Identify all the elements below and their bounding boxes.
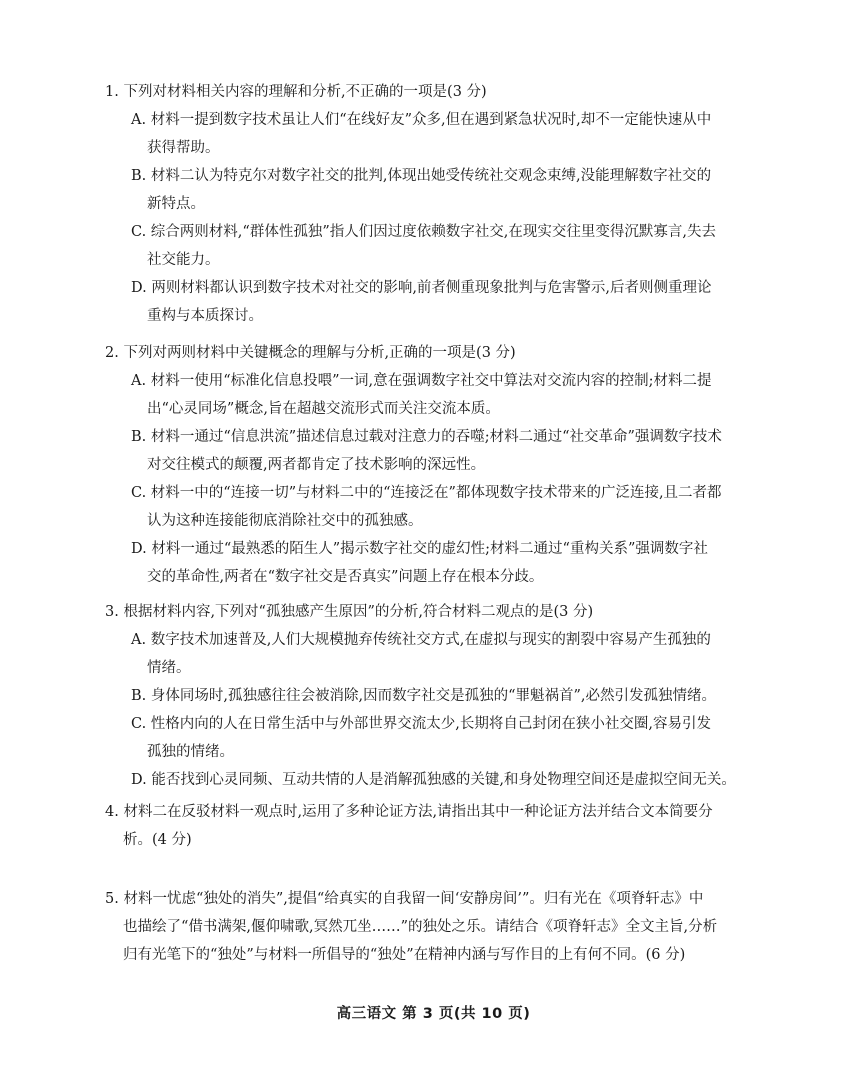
question-1-option-c: C. 综合两则材料,“群体性孤独”指人们因过度依赖数字社交,在现实交往里变得沉默寡言,失去 社交能力。 bbox=[131, 224, 716, 268]
question-5-stem: 5. 材料一忧虑“独处的消失”,提倡“给真实的自我留一间‘安静房间’”。归有光在《项脊轩志》中 bbox=[105, 891, 704, 907]
question-1-option-a: A. 材料一提到数字技术虽让人们“在线好友”众多,但在遇到紧急状况时,却不一定能快速从中 获得帮助。 bbox=[131, 112, 712, 156]
question-3-option-c: C. 性格内向的人在日常生活中与外部世界交流太少,长期将自己封闭在狭小社交圈,容易引发 孤独的情绪。 bbox=[131, 716, 712, 760]
question-3 bbox=[105, 598, 785, 794]
question-2-stem: 2. 下列对两则材料中关键概念的理解与分析,正确的一项是(3 分) bbox=[105, 345, 516, 361]
question-2-option-b: B. 材料一通过“信息洪流”描述信息过载对注意力的吞噬;材料二通过“社交革命”强调数字技术 对交往模式的颠覆,两者都肯定了技术影响的深远性。 bbox=[131, 429, 722, 473]
question-3-option-d: D. 能否找到心灵同频、互动共情的人是消解孤独感的关键,和身处物理空间还是虚拟空间无关。 bbox=[131, 772, 736, 788]
question-1 bbox=[105, 78, 785, 330]
question-2-option-c: C. 材料一中的“连接一切”与材料二中的“连接泛在”都体现数字技术带来的广泛连接,且二者都 认为这种连接能彻底消除社交中的孤独感。 bbox=[131, 485, 722, 529]
question-4 bbox=[105, 798, 785, 854]
question-5 bbox=[105, 885, 785, 969]
question-5-stem-cont-2: 归有光笔下的“独处”与材料一所倡导的“独处”在精神内涵与写作目的上有何不同。(6 分) bbox=[123, 947, 686, 963]
question-3-option-a: A. 数字技术加速普及,人们大规模抛弃传统社交方式,在虚拟与现实的割裂中容易产生孤独的 情绪。 bbox=[131, 632, 711, 676]
question-2-option-a: A. 材料一使用“标准化信息投喂”一词,意在强调数字社交中算法对交流内容的控制;材料二提 出“心灵同场”概念,旨在超越交流形式而关注交流本质。 bbox=[131, 373, 712, 417]
question-1-option-b: B. 材料二认为特克尔对数字社交的批判,体现出她受传统社交观念束缚,没能理解数字社交的 新特点。 bbox=[131, 168, 712, 212]
question-2 bbox=[105, 339, 785, 591]
question-3-option-b: B. 身体同场时,孤独感往往会被消除,因而数字社交是孤独的“罪魁祸首”,必然引发孤独情绪。 bbox=[131, 688, 717, 704]
page-footer: 高三语文 第 3 页(共 10 页) bbox=[336, 1006, 531, 1022]
question-1-stem: 1. 下列对材料相关内容的理解和分析,不正确的一项是(3 分) bbox=[105, 84, 487, 100]
question-3-stem: 3. 根据材料内容,下列对“孤独感产生原因”的分析,符合材料二观点的是(3 分) bbox=[105, 604, 594, 620]
question-1-option-d: D. 两则材料都认识到数字技术对社交的影响,前者侧重现象批判与危害警示,后者则侧重理论 重构与本质探讨。 bbox=[131, 280, 712, 324]
question-2-option-d: D. 材料一通过“最熟悉的陌生人”揭示数字社交的虚幻性;材料二通过“重构关系”强调数字社 交的革命性,两者在“数字社交是否真实”问题上存在根本分歧。 bbox=[131, 541, 708, 585]
question-4-stem-cont: 析。(4 分) bbox=[123, 832, 192, 848]
question-4-stem: 4. 材料二在反驳材料一观点时,运用了多种论证方法,请指出其中一种论证方法并结合文本简要分 bbox=[105, 804, 713, 820]
question-5-stem-cont-1: 也描绘了“借书满架,偃仰啸歌,冥然兀坐……”的独处之乐。请结合《项脊轩志》全文主旨,分析 bbox=[123, 919, 718, 935]
